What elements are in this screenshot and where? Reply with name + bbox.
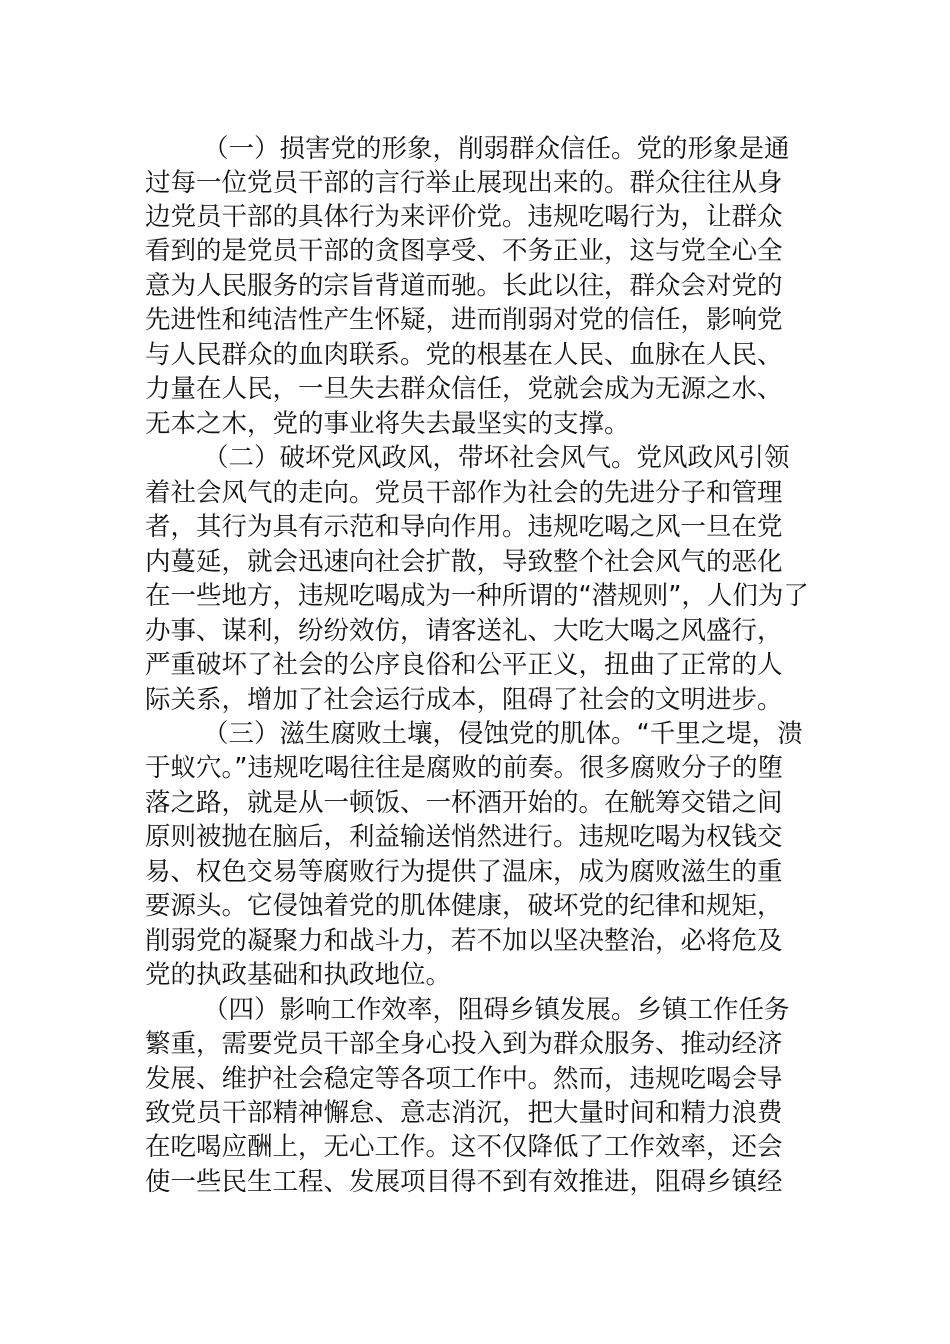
paragraph-1-line-8: 力量在人民，一旦失去群众信任，党就会成为无源之水、 xyxy=(145,374,783,404)
paragraph-2-line-2: 着社会风气的走向。党员干部作为社会的先进分子和管理 xyxy=(145,478,783,508)
paragraph-2-line-3: 者，其行为具有示范和导向作用。违规吃喝之风一旦在党 xyxy=(145,512,783,542)
paragraph-1-line-5: 意为人民服务的宗旨背道而驰。长此以往，群众会对党的 xyxy=(145,271,783,301)
paragraph-3-line-2: 于蚁穴。”违规吃喝往往是腐败的前奏。很多腐败分子的堕 xyxy=(145,753,783,783)
paragraph-4-line-2: 繁重，需要党员干部全身心投入到为群众服务、推动经济 xyxy=(145,1029,783,1059)
paragraph-3-line-7: 削弱党的凝聚力和战斗力，若不加以坚决整治，必将危及 xyxy=(145,926,783,956)
paragraph-1-line-9: 无本之木，党的事业将失去最坚实的支撑。 xyxy=(145,409,630,439)
paragraph-3-line-6: 要源头。它侵蚀着党的肌体健康，破坏党的纪律和规矩， xyxy=(145,891,783,921)
paragraph-3-line-8: 党的执政基础和执政地位。 xyxy=(145,960,452,990)
paragraph-2-line-5: 在一些地方，违规吃喝成为一种所谓的“潜规则”，人们为了 xyxy=(145,581,809,611)
paragraph-4-line-1: （四）影响工作效率，阻碍乡镇发展。乡镇工作任务 xyxy=(203,995,790,1025)
paragraph-3-line-1: （三）滋生腐败土壤，侵蚀党的肌体。“千里之堤，溃 xyxy=(203,719,803,749)
paragraph-2-line-1: （二）破坏党风政风，带坏社会风气。党风政风引领 xyxy=(203,443,790,473)
paragraph-2-line-4: 内蔓延，就会迅速向社会扩散，导致整个社会风气的恶化 xyxy=(145,547,783,577)
paragraph-1-line-3: 边党员干部的具体行为来评价党。违规吃喝行为，让群众 xyxy=(145,202,783,232)
paragraph-3-line-5: 易、权色交易等腐败行为提供了温床，成为腐败滋生的重 xyxy=(145,857,783,887)
paragraph-4-line-5: 在吃喝应酬上，无心工作。这不仅降低了工作效率，还会 xyxy=(145,1132,783,1162)
paragraph-3-line-3: 落之路，就是从一顿饭、一杯酒开始的。在觥筹交错之间 xyxy=(145,788,783,818)
paragraph-3-line-4: 原则被抛在脑后，利益输送悄然进行。违规吃喝为权钱交 xyxy=(145,822,783,852)
paragraph-2-line-7: 严重破坏了社会的公序良俗和公平正义，扭曲了正常的人 xyxy=(145,650,783,680)
paragraph-2-line-6: 办事、谋利，纷纷效仿，请客送礼、大吃大喝之风盛行， xyxy=(145,616,783,646)
paragraph-1-line-2: 过每一位党员干部的言行举止展现出来的。群众往往从身 xyxy=(145,168,783,198)
paragraph-1-line-6: 先进性和纯洁性产生怀疑，进而削弱对党的信任，影响党 xyxy=(145,305,783,335)
paragraph-1-line-4: 看到的是党员干部的贪图享受、不务正业，这与党全心全 xyxy=(145,236,783,266)
paragraph-1-line-1: （一）损害党的形象，削弱群众信任。党的形象是通 xyxy=(203,134,790,164)
paragraph-1-line-7: 与人民群众的血肉联系。党的根基在人民、血脉在人民、 xyxy=(145,340,783,370)
paragraph-4-line-6: 使一些民生工程、发展项目得不到有效推进，阻碍乡镇经 xyxy=(145,1167,783,1197)
paragraph-4-line-3: 发展、维护社会稳定等各项工作中。然而，违规吃喝会导 xyxy=(145,1064,783,1094)
paragraph-2-line-8: 际关系，增加了社会运行成本，阻碍了社会的文明进步。 xyxy=(145,685,783,715)
paragraph-4-line-4: 致党员干部精神懈怠、意志消沉，把大量时间和精力浪费 xyxy=(145,1098,783,1128)
